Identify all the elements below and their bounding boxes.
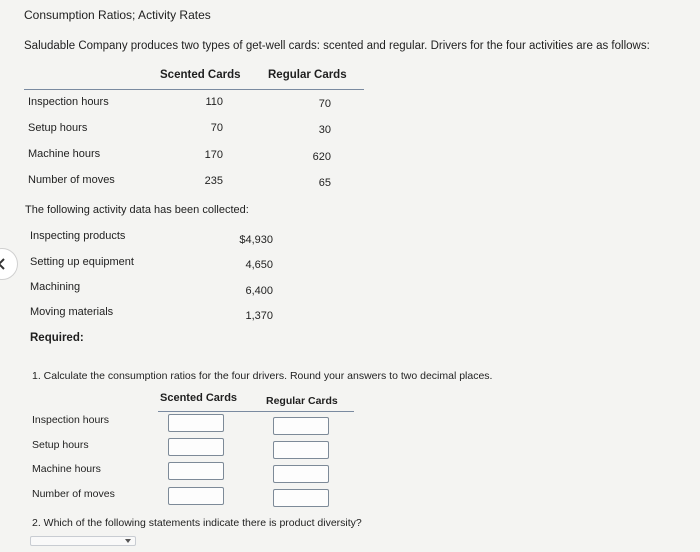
back-button[interactable] [0, 248, 18, 280]
answer-row-label: Inspection hours [32, 414, 110, 426]
activity-value: 6,400 [245, 285, 273, 297]
question-1: 1. Calculate the consumption ratios for the four drivers. Round your answers to two decimal places. [32, 370, 493, 382]
activity-value: 1,370 [245, 310, 273, 322]
activity-label: Machining [30, 281, 81, 293]
activity-label: Moving materials [30, 306, 114, 318]
regular-inspection-input[interactable] [273, 417, 329, 435]
driver-regular-value: 70 [318, 98, 331, 110]
regular-machine-input[interactable] [273, 465, 329, 483]
activity-value: 4,650 [245, 259, 273, 271]
driver-regular-value: 620 [312, 151, 331, 163]
driver-regular-value: 65 [318, 177, 331, 189]
activity-intro: The following activity data has been collected: [25, 204, 249, 216]
answer-row-label: Number of moves [32, 488, 115, 500]
driver-label: Setup hours [28, 122, 88, 134]
driver-regular-value: 30 [318, 124, 331, 136]
activity-label: Inspecting products [30, 230, 126, 242]
answer-header-rule [158, 411, 354, 412]
answer-row-label: Machine hours [32, 463, 101, 475]
activity-value: $4,930 [239, 234, 273, 246]
driver-label: Number of moves [28, 174, 115, 186]
scented-machine-input[interactable] [168, 462, 224, 480]
driver-scented-value: 170 [204, 149, 223, 161]
drivers-header-regular: Regular Cards [268, 69, 347, 81]
drivers-header-rule [24, 89, 364, 90]
product-diversity-select[interactable] [30, 536, 136, 546]
driver-label: Machine hours [28, 148, 101, 160]
required-heading: Required: [30, 332, 84, 344]
scented-setup-input[interactable] [168, 438, 224, 456]
intro-text: Saludable Company produces two types of get-well cards: scented and regular. Drivers for the four activities are as follows: [24, 40, 650, 52]
scented-moves-input[interactable] [168, 487, 224, 505]
scented-inspection-input[interactable] [168, 414, 224, 432]
answer-header-scented: Scented Cards [160, 392, 238, 404]
drivers-header-scented: Scented Cards [160, 69, 241, 81]
question-2: 2. Which of the following statements indicate there is product diversity? [32, 517, 362, 529]
driver-label: Inspection hours [28, 96, 109, 108]
answer-header-regular: Regular Cards [266, 395, 338, 407]
chevron-left-icon [0, 257, 9, 271]
page-title: Consumption Ratios; Activity Rates [24, 8, 211, 22]
driver-scented-value: 235 [204, 175, 223, 187]
driver-scented-value: 110 [205, 96, 223, 108]
activity-label: Setting up equipment [30, 256, 134, 268]
driver-scented-value: 70 [210, 122, 223, 134]
answer-row-label: Setup hours [32, 439, 89, 451]
chevron-down-icon [125, 539, 131, 543]
regular-moves-input[interactable] [273, 489, 329, 507]
regular-setup-input[interactable] [273, 441, 329, 459]
